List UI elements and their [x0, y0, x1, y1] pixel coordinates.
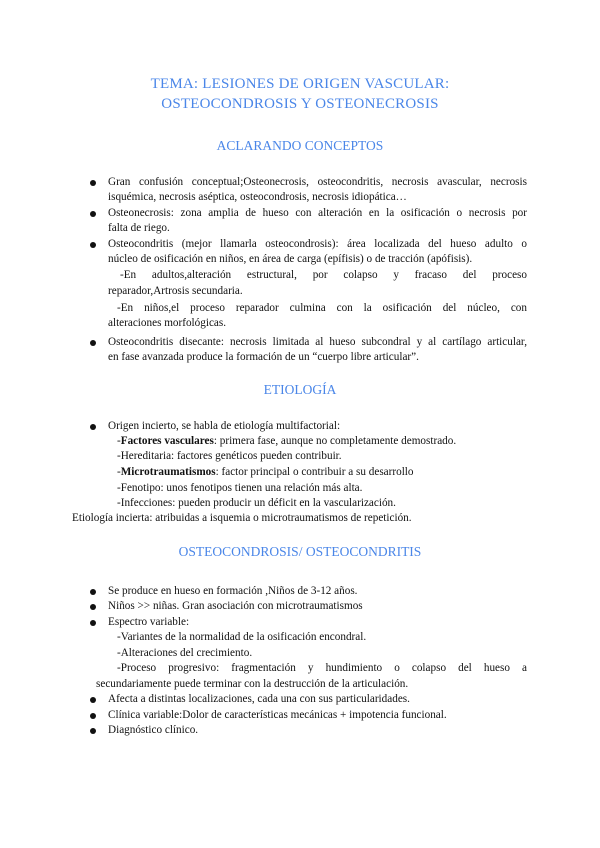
bullet-icon [90, 589, 96, 595]
etiology-factor-hereditary: -Hereditaria: factores genéticos pueden contribuir. [117, 450, 342, 462]
etiology-factor-microtrauma: -Microtraumatismos: factor principal o contribuir a su desarrollo [117, 466, 414, 478]
etiology-factor-microtrauma-term: Microtraumatismos [120, 466, 216, 478]
bullet-icon [90, 211, 96, 217]
bullet-icon [90, 424, 96, 430]
concepts-bullet3-line3: -En adultos,alteración estructural, por colapso y fracaso del proceso [120, 269, 527, 281]
bullet-icon [90, 620, 96, 626]
etiology-factor-phenotype: -Fenotipo: unos fenotipos tienen una relación más alta. [117, 482, 363, 494]
bullet-icon [90, 697, 96, 703]
osteo-sub2: -Alteraciones del crecimiento. [117, 647, 253, 659]
osteo-bullet6: Diagnóstico clínico. [108, 724, 199, 736]
etiology-factor-vascular-text: : primera fase, aunque no completamente demostrado. [213, 435, 457, 447]
osteo-sub3-line1: -Proceso progresivo: fragmentación y hundimiento o colapso del hueso a [117, 662, 527, 674]
bullet-icon [90, 713, 96, 719]
concepts-bullet1-line2: isquémica, necrosis aséptica, osteocondrosis, necrosis idiopática… [108, 191, 407, 203]
etiology-factor-vascular-term: Factores vasculares [120, 435, 214, 447]
concepts-bullet2-line1: Osteonecrosis: zona amplia de hueso con alteración en la osificación o necrosis por [108, 207, 527, 219]
bullet-icon [90, 728, 96, 734]
bullet-icon [90, 340, 96, 346]
concepts-bullet3-line6: alteraciones morfológicas. [108, 317, 227, 329]
etiology-factor-infections: -Infecciones: pueden producir un déficit en la vascularización. [117, 497, 396, 509]
osteo-bullet5: Clínica variable:Dolor de características mecánicas + impotencia funcional. [108, 709, 447, 721]
bullet-icon [90, 242, 96, 248]
concepts-bullet3-line1: Osteocondritis (mejor llamarla osteocondrosis): área localizada del hueso adulto o [108, 238, 527, 250]
document-title-line1: TEMA: LESIONES DE ORIGEN VASCULAR: [150, 76, 450, 92]
section-heading-etiology: ETIOLOGÍA [263, 382, 337, 397]
osteo-bullet4: Afecta a distintas localizaciones, cada una con sus particularidades. [108, 693, 410, 705]
concepts-bullet3-line4: reparador,Artrosis secundaria. [108, 285, 243, 297]
etiology-factor-microtrauma-text: : factor principal o contribuir a su desarrollo [215, 466, 414, 478]
osteo-bullet2: Niños >> niñas. Gran asociación con microtraumatismos [108, 600, 363, 612]
concepts-bullet4-line1: Osteocondritis disecante: necrosis limitada al hueso subcondral y al cartílago articular, [108, 336, 527, 348]
concepts-bullet1-line1: Gran confusión conceptual;Osteonecrosis, osteocondritis, necrosis avascular, necrosis [108, 176, 527, 188]
section-heading-concepts: ACLARANDO CONCEPTOS [216, 138, 384, 153]
osteo-bullet3: Espectro variable: [108, 616, 190, 628]
etiology-factor-vascular: -Factores vasculares: primera fase, aunque no completamente demostrado. [117, 435, 457, 447]
osteo-bullet1: Se produce en hueso en formación ,Niños de 3-12 años. [108, 585, 358, 597]
concepts-bullet4-line2: en fase avanzada produce la formación de un “cuerpo libre articular”. [108, 351, 419, 363]
bullet-icon [90, 180, 96, 186]
bullet-icon [90, 604, 96, 610]
osteo-sub1: -Variantes de la normalidad de la osificación encondral. [117, 631, 367, 643]
concepts-bullet3-line5: -En niños,el proceso reparador culmina con la osificación del núcleo, con [117, 302, 527, 314]
concepts-bullet2-line2: falta de riego. [108, 222, 170, 234]
etiology-bullet1: Origen incierto, se habla de etiología multifactorial: [108, 420, 341, 432]
section-heading-osteo: OSTEOCONDROSIS/ OSTEOCONDRITIS [178, 544, 422, 559]
osteo-sub3-line2: secundariamente puede terminar con la destrucción de la articulación. [96, 678, 409, 690]
etiology-summary: Etiología incierta: atribuidas a isquemia o microtraumatismos de repetición. [72, 512, 412, 524]
concepts-bullet3-line2: núcleo de osificación en niños, en área de carga (epífisis) o de tracción (apófisis). [108, 253, 473, 265]
document-title-line2: OSTEOCONDROSIS Y OSTEONECROSIS [161, 96, 439, 112]
